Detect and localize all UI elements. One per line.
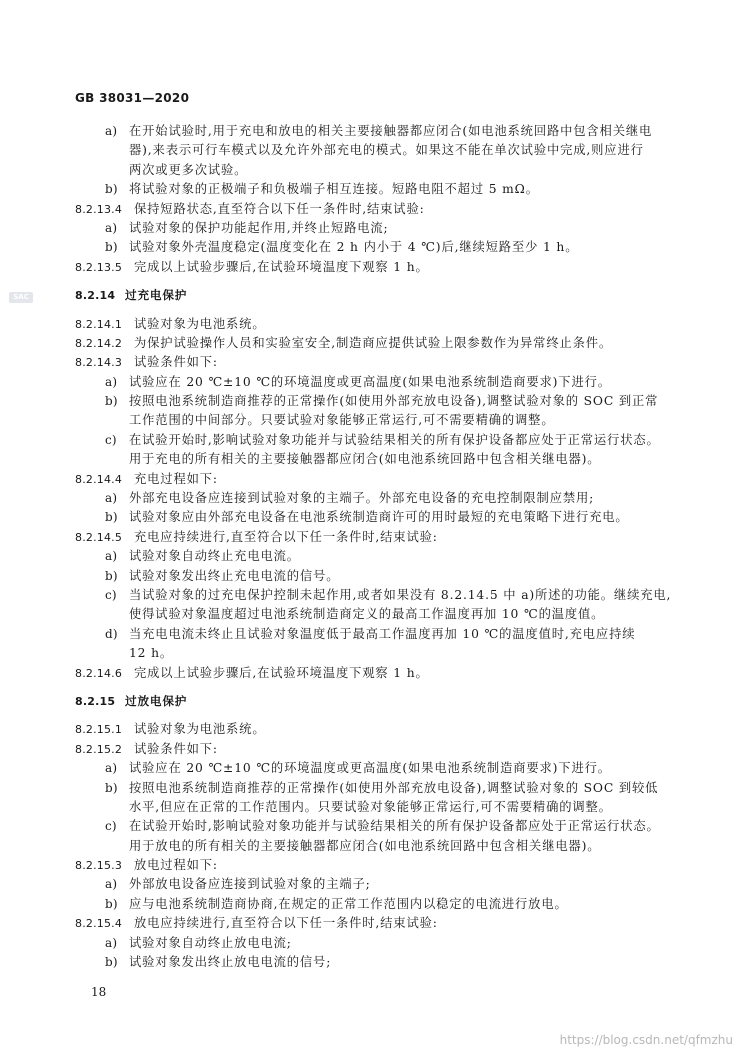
line-text: 试验对象自动终止充电电流。	[129, 549, 300, 564]
list-item	[75, 122, 675, 141]
clause-number: 8.2.13.5	[75, 260, 123, 274]
line-text: 为保护试验操作人员和实验室安全,制造商应提供试验上限参数作为异常终止条件。	[134, 335, 613, 350]
list-item	[75, 586, 675, 605]
list-item	[75, 508, 675, 527]
heading-text: 过充电保护	[125, 288, 188, 303]
item-marker: a)	[105, 374, 118, 389]
list-item	[75, 953, 675, 972]
item-marker: a)	[105, 935, 118, 950]
line-text: 试验应在 20 ℃±10 ℃的环境温度或更高温度(如果电池系统制造商要求)下进行。	[129, 761, 611, 776]
list-item	[75, 567, 675, 586]
line-text: 试验对象发出终止放电电流的信号;	[129, 955, 332, 970]
item-marker: c)	[105, 432, 117, 447]
line-text: 按照电池系统制造商推荐的正常操作(如使用外部充放电设备),调整试验对象的 SOC 到较低	[129, 780, 659, 795]
list-item	[75, 547, 675, 566]
list-item	[75, 779, 675, 798]
continuation-line	[75, 644, 675, 663]
section-heading	[75, 692, 675, 711]
clause-line	[75, 856, 675, 875]
clause-line	[75, 740, 675, 759]
list-item	[75, 625, 675, 644]
line-text: 使得试验对象温度超过电池系统制造商定义的最高工作温度再加 10 ℃的温度值。	[129, 607, 605, 622]
line-text: 充电过程如下:	[134, 471, 218, 486]
document-body	[75, 122, 675, 972]
item-marker: a)	[105, 877, 118, 892]
continuation-line	[75, 161, 675, 180]
line-text: 12 h。	[129, 646, 174, 661]
list-item	[75, 875, 675, 894]
heading-text: 过放电保护	[125, 693, 188, 708]
clause-number: 8.2.15.4	[75, 917, 123, 931]
line-text: 在试验开始时,影响试验对象功能并与试验结果相关的所有保护设备都应处于正常运行状态。	[129, 819, 660, 834]
line-text: 按照电池系统制造商推荐的正常操作(如使用外部充放电设备),调整试验对象的 SOC 到正常	[129, 394, 659, 409]
clause-line	[75, 258, 675, 277]
continuation-line	[75, 837, 675, 856]
line-text: 试验对象为电池系统。	[134, 722, 266, 737]
item-marker: b)	[105, 240, 118, 255]
section-gap	[75, 306, 675, 315]
item-marker: a)	[105, 549, 118, 564]
list-item	[75, 180, 675, 199]
line-text: 用于充电的所有相关的主要接触器都应闭合(如电池系统回路中包含相关继电器)。	[129, 452, 601, 467]
line-text: 外部充电设备应连接到试验对象的主端子。外部充电设备的充电控制限制应禁用;	[129, 491, 595, 506]
line-text: 在试验开始时,影响试验对象功能并与试验结果相关的所有保护设备都应处于正常运行状态。	[129, 432, 660, 447]
line-text: 保持短路状态,直至符合以下任一条件时,结束试验:	[134, 201, 425, 216]
clause-line	[75, 353, 675, 372]
list-item	[75, 392, 675, 411]
item-marker: b)	[105, 394, 118, 409]
line-text: 试验对象自动终止放电电流;	[129, 935, 292, 950]
clause-number: 8.2.14	[75, 289, 116, 303]
list-item	[75, 817, 675, 836]
item-marker: a)	[105, 761, 118, 776]
line-text: 应与电池系统制造商协商,在规定的正常工作范围内以稳定的电流进行放电。	[129, 896, 568, 911]
line-text: 将试验对象的正极端子和负极端子相互连接。短路电阻不超过 5 mΩ。	[129, 182, 539, 197]
line-text: 完成以上试验步骤后,在试验环境温度下观察 1 h。	[134, 259, 429, 274]
clause-line	[75, 470, 675, 489]
line-text: 试验应在 20 ℃±10 ℃的环境温度或更高温度(如果电池系统制造商要求)下进行。	[129, 374, 611, 389]
document-id: GB 38031—2020	[75, 91, 190, 105]
clause-number: 8.2.15	[75, 694, 116, 708]
watermark: https://blog.csdn.net/qfmzhu	[559, 1033, 733, 1047]
clause-line	[75, 200, 675, 219]
clause-line	[75, 664, 675, 683]
item-marker: b)	[105, 780, 118, 795]
clause-number: 8.2.14.6	[75, 666, 123, 680]
item-marker: c)	[105, 587, 117, 602]
clause-number: 8.2.15.2	[75, 742, 123, 756]
list-item	[75, 489, 675, 508]
section-gap	[75, 711, 675, 720]
item-marker: a)	[105, 220, 118, 235]
clause-line	[75, 914, 675, 933]
line-text: 充电应持续进行,直至符合以下任一条件时,结束试验:	[134, 529, 438, 544]
clause-line	[75, 720, 675, 739]
clause-number: 8.2.14.1	[75, 317, 123, 331]
continuation-line	[75, 411, 675, 430]
clause-number: 8.2.14.4	[75, 472, 123, 486]
clause-number: 8.2.14.3	[75, 356, 123, 370]
line-text: 器),来表示可行车模式以及允许外部充电的模式。如果这不能在单次试验中完成,则应进行	[129, 143, 644, 158]
section-gap	[75, 683, 675, 692]
section-heading	[75, 286, 675, 305]
line-text: 试验对象为电池系统。	[134, 316, 266, 331]
line-text: 当试验对象的过充电保护控制未起作用,或者如果没有 8.2.14.5 中 a)所述的功能。继续充电,	[129, 587, 672, 602]
line-text: 放电应持续进行,直至符合以下任一条件时,结束试验:	[134, 916, 438, 931]
continuation-line	[75, 605, 675, 624]
item-marker: b)	[105, 182, 118, 197]
list-item	[75, 431, 675, 450]
line-text: 放电过程如下:	[134, 858, 218, 873]
item-marker: b)	[105, 896, 118, 911]
item-marker: d)	[105, 626, 118, 641]
line-text: 外部放电设备应连接到试验对象的主端子;	[129, 877, 371, 892]
line-text: 当充电电流未终止且试验对象温度低于最高工作温度再加 10 ℃的温度值时,充电应持续	[129, 626, 636, 641]
clause-line	[75, 528, 675, 547]
line-text: 水平,但应在正常的工作范围内。只要试验对象能够正常运行,可不需要精确的调整。	[129, 799, 612, 814]
line-text: 两次或更多次试验。	[129, 162, 248, 177]
line-text: 试验条件如下:	[134, 741, 218, 756]
list-item	[75, 373, 675, 392]
continuation-line	[75, 798, 675, 817]
list-item	[75, 759, 675, 778]
line-text: 试验对象的保护功能起作用,并终止短路电流;	[129, 220, 389, 235]
line-text: 试验条件如下:	[134, 355, 218, 370]
clause-number: 8.2.14.5	[75, 530, 123, 544]
item-marker: b)	[105, 510, 118, 525]
clause-number: 8.2.15.3	[75, 859, 123, 873]
sac-logo: SAC	[9, 292, 33, 303]
item-marker: c)	[105, 819, 117, 834]
list-item	[75, 238, 675, 257]
line-text: 试验对象外壳温度稳定(温度变化在 2 h 内小于 4 ℃)后,继续短路至少 1 h。	[129, 240, 579, 255]
clause-number: 8.2.14.2	[75, 336, 123, 350]
continuation-line	[75, 141, 675, 160]
item-marker: a)	[105, 124, 118, 138]
line-text: 试验对象应由外部充电设备在电池系统制造商许可的用时最短的充电策略下进行充电。	[129, 510, 629, 525]
line-text: 在开始试验时,用于充电和放电的相关主要接触器都应闭合(如电池系统回路中包含相关继电	[129, 124, 653, 138]
line-text: 完成以上试验步骤后,在试验环境温度下观察 1 h。	[134, 665, 429, 680]
list-item	[75, 895, 675, 914]
line-text: 试验对象发出终止充电电流的信号。	[129, 568, 340, 583]
section-gap	[75, 277, 675, 286]
item-marker: a)	[105, 491, 118, 506]
clause-number: 8.2.15.1	[75, 723, 123, 737]
clause-line	[75, 334, 675, 353]
list-item	[75, 219, 675, 238]
line-text: 用于放电的所有相关的主要接触器都应闭合(如电池系统回路中包含相关继电器)。	[129, 838, 601, 853]
clause-number: 8.2.13.4	[75, 202, 123, 216]
line-text: 工作范围的中间部分。只要试验对象能够正常运行,可不需要精确的调整。	[129, 413, 555, 428]
list-item	[75, 934, 675, 953]
clause-line	[75, 315, 675, 334]
item-marker: b)	[105, 568, 118, 583]
continuation-line	[75, 450, 675, 469]
item-marker: b)	[105, 955, 118, 970]
page-number: 18	[91, 985, 107, 999]
